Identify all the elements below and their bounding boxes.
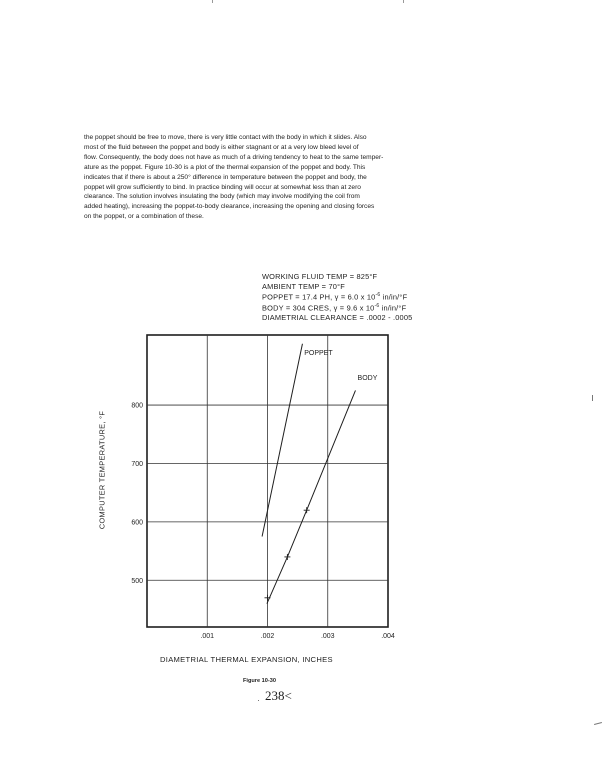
paragraph-line: most of the fluid between the poppet and body is either stagnant or at a very low bleed level of [84,143,359,151]
series-line-body [267,390,356,603]
scan-speck [258,700,259,701]
paragraph-line: indicates that if there is about a 250° difference in temperature between the poppet and body, the [84,173,367,181]
series-label-poppet: POPPET [304,350,333,357]
ambient-temp: AMBIENT TEMP = 70°F [262,281,345,291]
paragraph-line: flow. Consequently, the body does not have as much of a driving tendency to heat to the same temper- [84,153,384,161]
x-tick-label: .002 [260,633,275,640]
paragraph-line: ature as the poppet. Figure 10-30 is a plot of the thermal expansion of the poppet and body. This [84,163,366,171]
x-tick-label: .004 [381,633,395,640]
page-number: 238< [265,688,292,703]
paragraph-line: poppet will grow sufficiently to bind. In practice binding will occur at somewhat less than at zero [84,183,361,191]
y-tick-label: 500 [131,577,143,585]
scan-speck [592,395,593,401]
working-fluid-temp: WORKING FLUID TEMP = 825°F [262,272,378,281]
body-spec: BODY = 304 CRES, γ = 9.6 x $10^{-6}$ in/in/°F [262,303,407,313]
poppet-spec: POPPET = 17.4 PH, γ = 6.0 x $10^{-6}$ in/in/°F [262,292,408,302]
paragraph-line: clearance. The solution involves insulating the body (which may involve modifying the coil from [84,193,360,201]
figure-caption: Figure 10-30 [243,678,276,684]
y-tick-label: 800 [131,402,143,410]
x-tick-label: .003 [320,633,335,640]
y-tick-label: 600 [131,519,143,527]
paragraph-line: the poppet should be free to move, there is very little contact with the body in which it slides. Also [84,134,367,141]
x-axis-label: DIAMETRIAL THERMAL EXPANSION, INCHES [160,655,333,664]
y-tick-label: 700 [131,460,143,468]
diametrial-clearance: DIAMETRIAL CLEARANCE = .0002 - .0005 [262,313,413,323]
paragraph-line: on the poppet, or a combination of these. [84,213,204,221]
y-axis-label: COMPUTER TEMPERATURE, °F [97,410,107,530]
paragraph-line: added heating), increasing the poppet-to-body clearance, increasing the opening and closing forces [84,203,375,211]
series-line-poppet [262,344,302,537]
x-tick-label: .001 [200,633,215,640]
series-label-body: BODY [357,375,378,382]
